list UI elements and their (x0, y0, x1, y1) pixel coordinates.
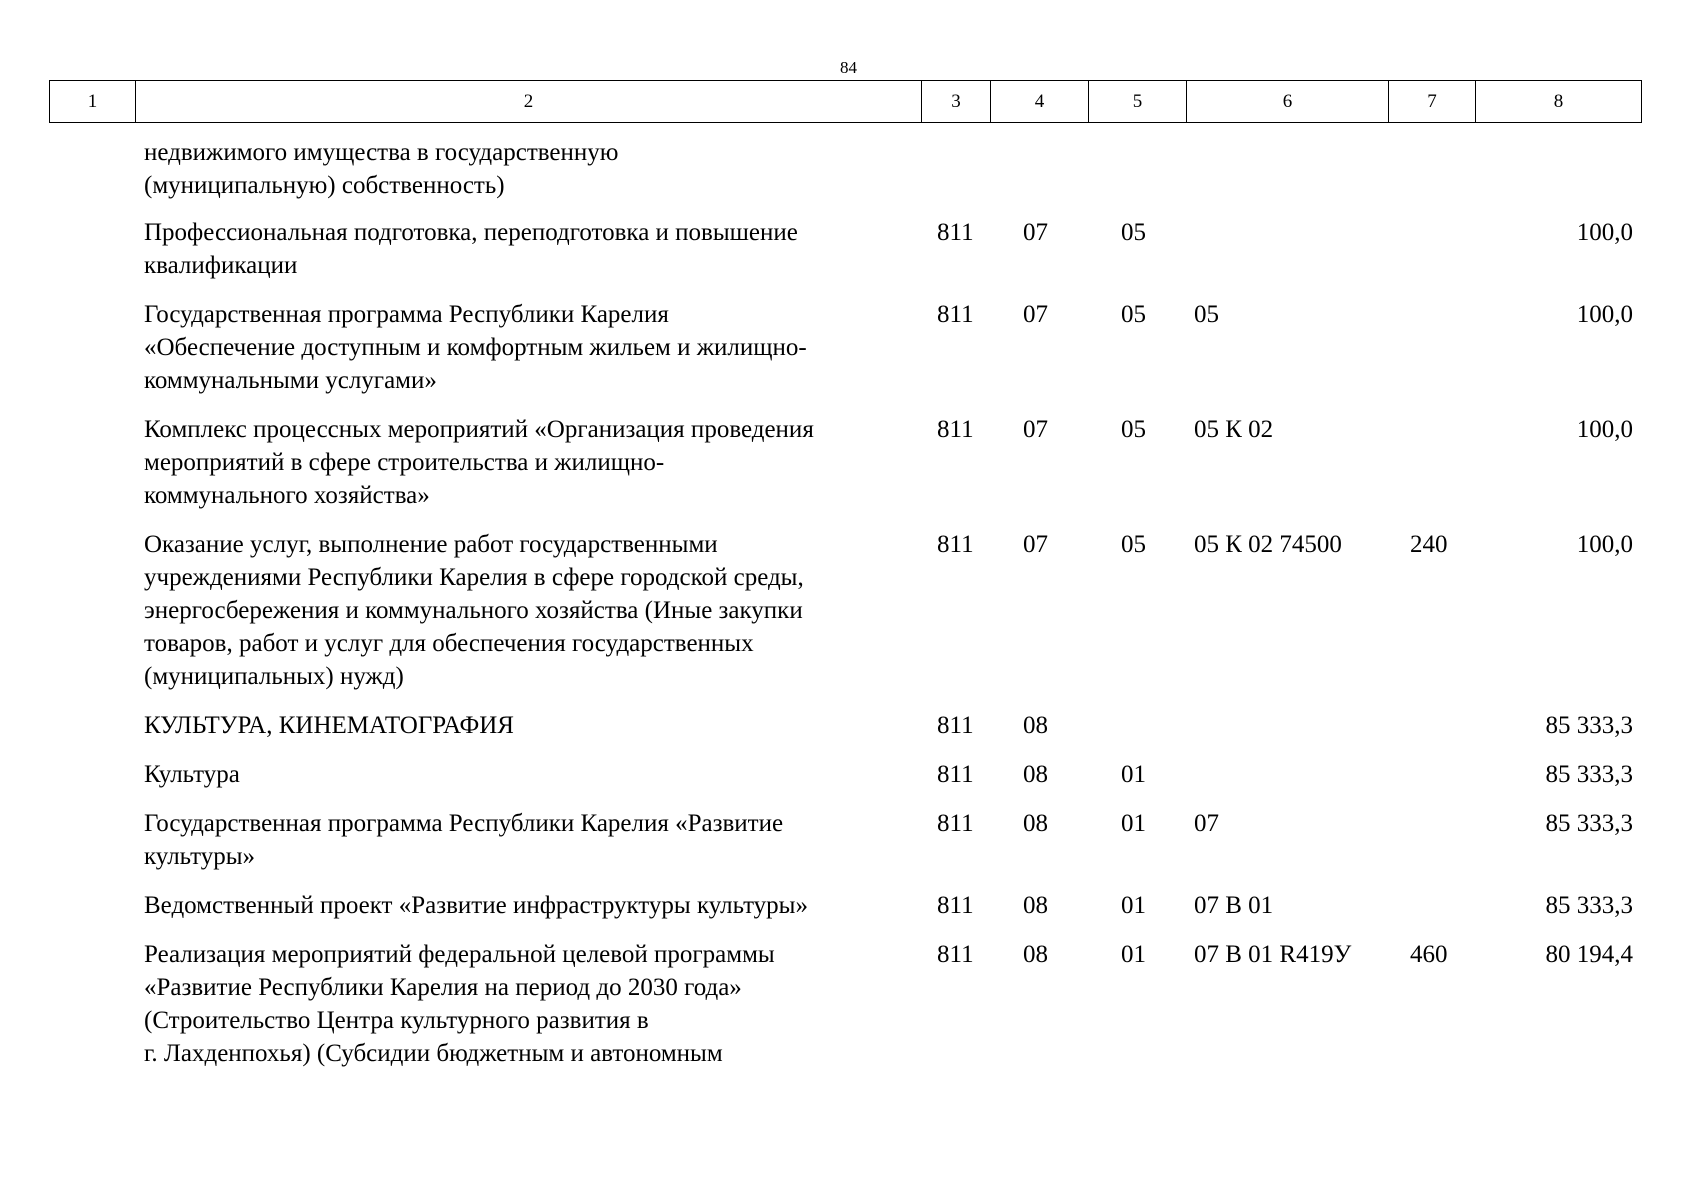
table-row (49, 413, 1641, 528)
table-row (49, 807, 1641, 889)
table-row (49, 298, 1641, 413)
code-ministry (921, 136, 990, 216)
header-col-3: 3 (922, 81, 991, 123)
code-ministry: 811 (937, 301, 974, 328)
budget-table (49, 136, 1641, 1086)
code-target-article: 07 В 01 R419У (1194, 941, 1352, 968)
amount: 100,0 (1576, 416, 1633, 443)
code-section: 08 (1023, 892, 1048, 919)
row-description: КУЛЬТУРА, КИНЕМАТОГРАФИЯ (144, 712, 514, 739)
code-expense-type (1388, 216, 1475, 298)
table-row (49, 889, 1641, 938)
table-row (49, 938, 1641, 1086)
header-col-1: 1 (50, 81, 136, 123)
table-body (49, 136, 1641, 1086)
header-col-2: 2 (136, 81, 922, 123)
code-expense-type (1388, 298, 1475, 413)
code-expense-type (1388, 807, 1475, 889)
row-description: Культура (144, 761, 240, 788)
row-description: Ведомственный проект «Развитие инфраструктуры культуры» (144, 892, 808, 919)
amount: 100,0 (1576, 219, 1633, 246)
code-expense-type: 460 (1410, 941, 1448, 968)
amount: 80 194,4 (1545, 941, 1633, 968)
code-section: 07 (1023, 531, 1048, 558)
code-expense-type (1388, 136, 1475, 216)
code-expense-type (1388, 709, 1475, 758)
code-subsection: 05 (1121, 416, 1146, 443)
code-ministry: 811 (937, 941, 974, 968)
amount: 85 333,3 (1545, 892, 1633, 919)
code-subsection: 05 (1121, 301, 1146, 328)
amount: 85 333,3 (1545, 761, 1633, 788)
table-row (49, 216, 1641, 298)
code-subsection: 01 (1121, 941, 1146, 968)
code-target-article (1186, 709, 1388, 758)
row-description: Государственная программа Республики Карелия «Развитие культуры» (144, 810, 784, 870)
code-expense-type: 240 (1410, 531, 1448, 558)
code-section (990, 136, 1088, 216)
amount: 100,0 (1576, 301, 1633, 328)
header-col-6: 6 (1187, 81, 1389, 123)
amount: 85 333,3 (1545, 810, 1633, 837)
code-target-article: 05 К 02 (1194, 416, 1274, 443)
code-ministry: 811 (937, 219, 974, 246)
header-col-4: 4 (991, 81, 1089, 123)
code-section: 08 (1023, 810, 1048, 837)
code-target-article: 07 (1194, 810, 1219, 837)
table-row (49, 528, 1641, 709)
code-ministry: 811 (937, 810, 974, 837)
code-subsection: 05 (1121, 219, 1146, 246)
code-subsection: 01 (1121, 892, 1146, 919)
header-row (50, 81, 1642, 123)
code-section: 07 (1023, 301, 1048, 328)
code-expense-type (1388, 889, 1475, 938)
code-section: 08 (1023, 941, 1048, 968)
row-description: Профессиональная подготовка, переподготовка и повышение квалификации (144, 219, 798, 279)
header-col-7: 7 (1389, 81, 1476, 123)
code-target-article: 07 В 01 (1194, 892, 1274, 919)
column-header-table (49, 80, 1642, 123)
amount: 100,0 (1576, 531, 1633, 558)
code-section: 07 (1023, 219, 1048, 246)
code-ministry: 811 (937, 761, 974, 788)
code-expense-type (1388, 758, 1475, 807)
code-subsection: 01 (1121, 810, 1146, 837)
code-ministry: 811 (937, 416, 974, 443)
code-target-article: 05 (1194, 301, 1219, 328)
code-ministry: 811 (937, 531, 974, 558)
header-col-8: 8 (1476, 81, 1642, 123)
amount (1475, 136, 1641, 216)
amount: 85 333,3 (1545, 712, 1633, 739)
row-description: Комплекс процессных мероприятий «Организация проведения мероприятий в сфере строительства и жилищно- коммунального хозяйства» (144, 416, 814, 509)
row-description: Государственная программа Республики Карелия «Обеспечение доступным и комфортным жильем и жилищно- коммунальными услугами» (144, 301, 807, 394)
header-col-5: 5 (1089, 81, 1187, 123)
table-row (49, 709, 1641, 758)
row-description: Оказание услуг, выполнение работ государственными учреждениями Республики Карелия в сфере городской среды, энергосбережения и коммунального хозяйства (Иные закупки товаров, работ и услуг для обеспечения государственных (муниципальных) нужд) (144, 531, 804, 690)
code-ministry: 811 (937, 892, 974, 919)
code-ministry: 811 (937, 712, 974, 739)
code-subsection: 01 (1121, 761, 1146, 788)
code-subsection (1088, 709, 1186, 758)
row-description: недвижимого имущества в государственную (муниципальную) собственность) (144, 139, 619, 199)
code-target-article: 05 К 02 74500 (1194, 531, 1342, 558)
code-target-article (1186, 136, 1388, 216)
code-subsection (1088, 136, 1186, 216)
code-target-article (1186, 758, 1388, 807)
table-row (49, 136, 1641, 216)
table-row (49, 758, 1641, 807)
code-section: 08 (1023, 761, 1048, 788)
page-number: 84 (840, 58, 857, 77)
code-expense-type (1388, 413, 1475, 528)
code-target-article (1186, 216, 1388, 298)
row-description: Реализация мероприятий федеральной целевой программы «Развитие Республики Карелия на период до 2030 года» (Строительство Центра культурного развития в г. Лахденпохья) (Субсидии бюджетным и автономным (144, 941, 775, 1067)
code-section: 08 (1023, 712, 1048, 739)
code-subsection: 05 (1121, 531, 1146, 558)
code-section: 07 (1023, 416, 1048, 443)
